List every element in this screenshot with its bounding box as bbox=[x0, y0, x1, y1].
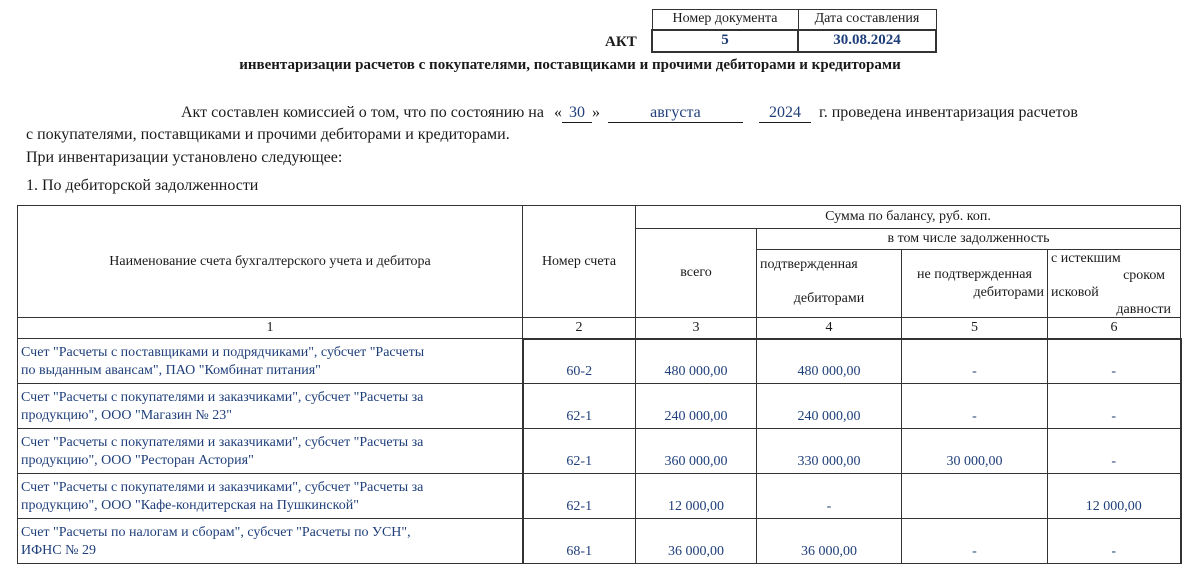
col-num: 1 bbox=[18, 318, 523, 339]
row-name-line1: Счет "Расчеты с покупателями и заказчиками", субсчет "Расчеты за bbox=[21, 390, 424, 405]
row-unconfirmed: - bbox=[902, 384, 1048, 429]
table-row bbox=[18, 429, 1181, 474]
row-unconfirmed: - bbox=[902, 519, 1048, 564]
intro-line-2: с покупателями, поставщиками и прочими дебиторами и кредиторами. bbox=[26, 126, 510, 143]
col-num: 3 bbox=[636, 318, 757, 339]
row-confirmed: 36 000,00 bbox=[757, 519, 902, 564]
row-name-line2: продукцию", ООО "Ресторан Астория" bbox=[21, 453, 254, 468]
row-name bbox=[18, 519, 523, 564]
col-header-expired-line1: с истекшим bbox=[1051, 251, 1121, 266]
intro-line-3: При инвентаризации установлено следующее: bbox=[26, 149, 343, 166]
row-confirmed: - bbox=[757, 474, 902, 519]
row-account: 60-2 bbox=[523, 339, 636, 384]
document-info-box bbox=[651, 9, 937, 53]
row-expired: - bbox=[1048, 519, 1181, 564]
col-header-expired-line2: сроком bbox=[1123, 268, 1165, 283]
row-account: 62-1 bbox=[523, 474, 636, 519]
row-name-line1: Счет "Расчеты с покупателями и заказчиками", субсчет "Расчеты за bbox=[21, 480, 424, 495]
row-total: 360 000,00 bbox=[636, 429, 757, 474]
row-name bbox=[18, 339, 523, 384]
row-account: 62-1 bbox=[523, 429, 636, 474]
col-header-total: всего bbox=[636, 229, 757, 318]
col-header-expired-line3: исковой bbox=[1051, 285, 1099, 300]
col-num: 6 bbox=[1048, 318, 1181, 339]
row-expired: - bbox=[1048, 384, 1181, 429]
col-header-unconfirmed bbox=[902, 250, 1048, 318]
row-total: 240 000,00 bbox=[636, 384, 757, 429]
date-value: 30.08.2024 bbox=[798, 30, 936, 52]
row-total: 36 000,00 bbox=[636, 519, 757, 564]
row-name-line2: по выданным авансам", ПАО "Комбинат питания" bbox=[21, 363, 321, 378]
col-num: 4 bbox=[757, 318, 902, 339]
row-total: 12 000,00 bbox=[636, 474, 757, 519]
intro-text-1: Акт составлен комиссией о том, что по состоянию на bbox=[181, 104, 544, 121]
intro-text-2: г. проведена инвентаризация расчетов bbox=[818, 104, 1078, 121]
table-row bbox=[18, 384, 1181, 429]
day-field: 30 bbox=[562, 104, 592, 123]
doc-number-value: 5 bbox=[652, 30, 798, 52]
row-name-line1: Счет "Расчеты по налогам и сборам", субсчет "Расчеты по УСН", bbox=[21, 525, 411, 540]
row-name-line2: ИФНС № 29 bbox=[21, 543, 96, 558]
row-total: 480 000,00 bbox=[636, 339, 757, 384]
quote-open: « bbox=[553, 104, 562, 121]
col-header-expired bbox=[1048, 250, 1181, 318]
col-header-expired-line4: давности bbox=[1116, 302, 1171, 317]
row-name bbox=[18, 384, 523, 429]
col-num: 5 bbox=[902, 318, 1048, 339]
date-label: Дата составления bbox=[798, 10, 936, 30]
row-unconfirmed bbox=[902, 474, 1048, 519]
receivables-table bbox=[17, 205, 1182, 564]
table-row bbox=[18, 474, 1181, 519]
row-name-line1: Счет "Расчеты с поставщиками и подрядчиками", субсчет "Расчеты bbox=[21, 345, 425, 360]
table-row bbox=[18, 519, 1181, 564]
row-confirmed: 240 000,00 bbox=[757, 384, 902, 429]
table-row bbox=[18, 339, 1181, 384]
doc-number-label: Номер документа bbox=[652, 10, 798, 30]
col-header-confirmed-line1: подтвержденная bbox=[760, 257, 858, 272]
col-header-confirmed-line2: дебиторами bbox=[793, 291, 865, 306]
col-header-incl-group: в том числе задолженность bbox=[757, 229, 1181, 250]
row-name-line2: продукцию", ООО "Магазин № 23" bbox=[21, 408, 232, 423]
col-num: 2 bbox=[523, 318, 636, 339]
row-expired: 12 000,00 bbox=[1048, 474, 1181, 519]
row-name-line2: продукцию", ООО "Кафе-кондитерская на Пушкинской" bbox=[21, 498, 359, 513]
act-label: АКТ bbox=[605, 34, 637, 50]
row-confirmed: 480 000,00 bbox=[757, 339, 902, 384]
section-heading: 1. По дебиторской задолженности bbox=[26, 177, 259, 194]
row-unconfirmed: 30 000,00 bbox=[902, 429, 1048, 474]
col-header-sum-group: Сумма по балансу, руб. коп. bbox=[636, 206, 1181, 229]
col-header-unconfirmed-line2: дебиторами bbox=[973, 284, 1044, 300]
row-expired: - bbox=[1048, 339, 1181, 384]
row-unconfirmed: - bbox=[902, 339, 1048, 384]
row-confirmed: 330 000,00 bbox=[757, 429, 902, 474]
quote-close: » bbox=[591, 104, 600, 121]
intro-line-1 bbox=[181, 104, 1078, 123]
row-expired: - bbox=[1048, 429, 1181, 474]
row-account: 62-1 bbox=[523, 384, 636, 429]
act-title: инвентаризации расчетов с покупателями, поставщиками и прочими дебиторами и кредиторами bbox=[239, 57, 901, 73]
month-field: августа bbox=[608, 104, 743, 123]
col-header-confirmed bbox=[757, 250, 902, 318]
row-account: 68-1 bbox=[523, 519, 636, 564]
col-header-account: Номер счета bbox=[523, 206, 636, 318]
col-header-name: Наименование счета бухгалтерского учета и дебитора bbox=[18, 206, 523, 318]
col-header-unconfirmed-line1: не подтвержденная bbox=[917, 266, 1032, 282]
year-field: 2024 bbox=[759, 104, 811, 123]
row-name bbox=[18, 429, 523, 474]
row-name-line1: Счет "Расчеты с покупателями и заказчиками", субсчет "Расчеты за bbox=[21, 435, 424, 450]
row-name bbox=[18, 474, 523, 519]
